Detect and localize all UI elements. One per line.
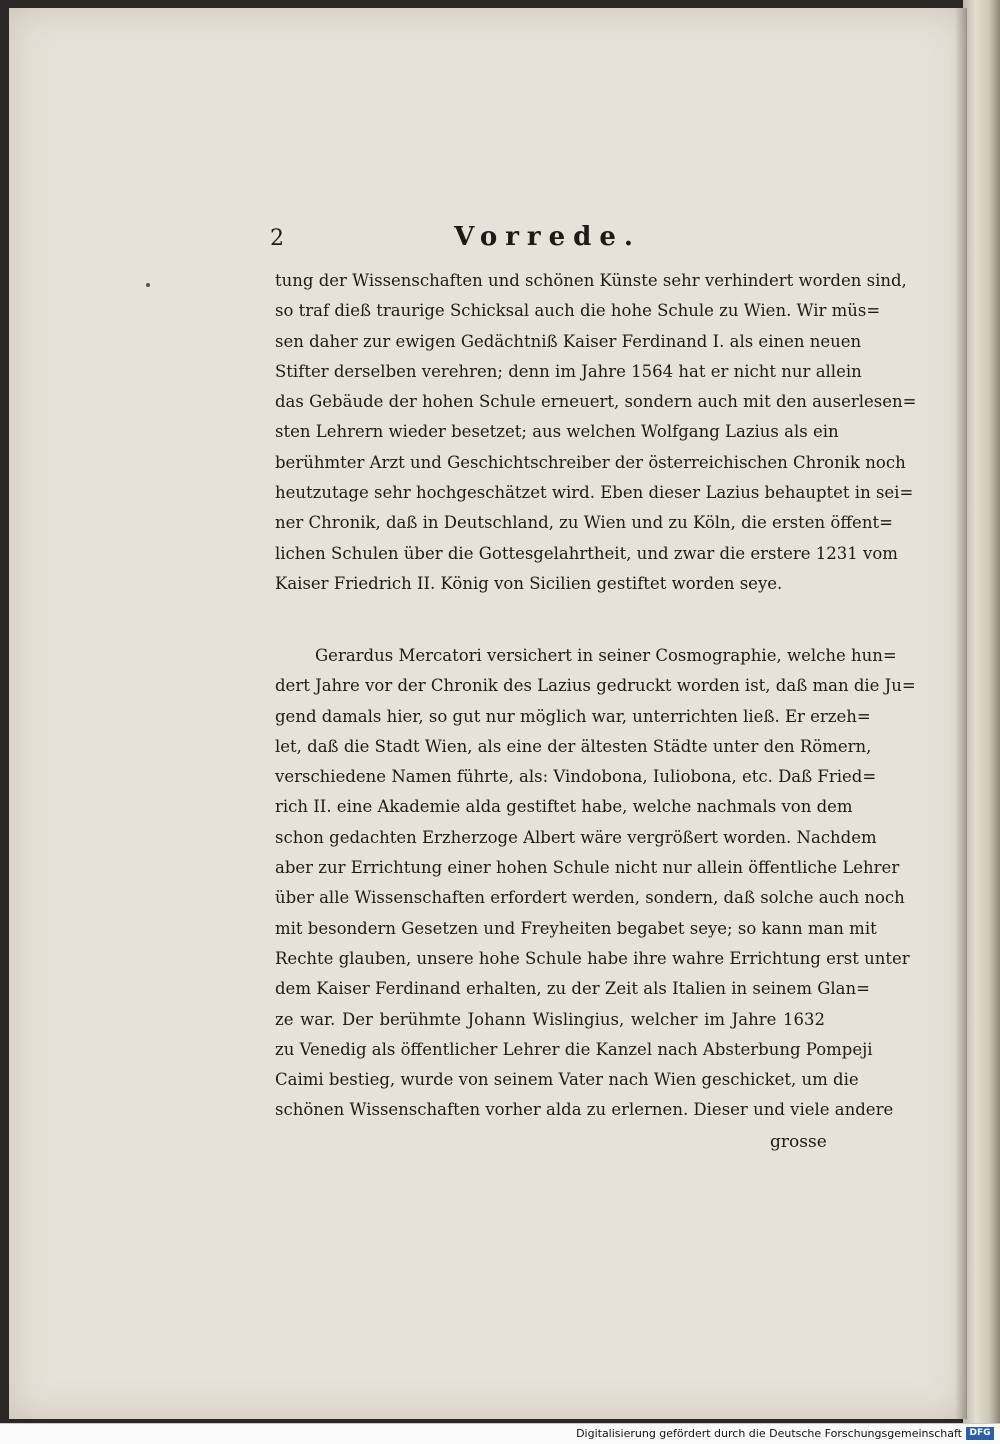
text-line: sten Lehrern wieder besetzet; aus welchen Wolfgang Lazius als ein (275, 422, 839, 442)
text-line: Gerardus Mercatori versichert in seiner Cosmographie, welche hun= (315, 646, 897, 665)
catchword: grosse (770, 1132, 827, 1152)
page-edge (963, 0, 1000, 1424)
text-line: Rechte glauben, unsere hohe Schule habe ihre wahre Errichtung erst unter (275, 948, 910, 968)
text-line: so traf dieß traurige Schicksal auch die hohe Schule zu Wien. Wir müs= (275, 301, 881, 321)
text-line: berühmter Arzt und Geschichtschreiber der österreichischen Chronik noch (275, 452, 906, 472)
text-line: verschiedene Namen führte, als: Vindobona, Iuliobona, etc. Daß Fried= (275, 767, 877, 787)
text-line: rich II. eine Akademie alda gestiftet habe, welche nachmals von dem (275, 797, 853, 817)
text-line: dem Kaiser Ferdinand erhalten, zu der Zeit als Italien in seinem Glan= (275, 979, 870, 999)
paragraph-2 (275, 641, 916, 1126)
page-number: 2 (270, 226, 284, 251)
text-line: gend damals hier, so gut nur möglich war, unterrichten ließ. Er erzeh= (275, 706, 871, 726)
text-line: das Gebäude der hohen Schule erneuert, sondern auch mit den auserlesen= (275, 392, 917, 412)
text-line: zu Venedig als öffentlicher Lehrer die Kanzel nach Absterbung Pompeji (275, 1039, 873, 1059)
text-line: Stifter derselben verehren; denn im Jahre 1564 hat er nicht nur allein (275, 361, 862, 381)
running-title: Vorrede. (454, 222, 641, 252)
text-line: heutzutage sehr hochgeschätzet wird. Eben dieser Lazius behauptet in sei= (275, 483, 914, 503)
page-header (270, 222, 825, 258)
text-line: mit besondern Gesetzen und Freyheiten begabet seye; so kann man mit (275, 918, 877, 938)
text-line: lichen Schulen über die Gottesgelahrtheit, und zwar die erstere 1231 vom (275, 543, 898, 563)
text-line: schon gedachten Erzherzoge Albert wäre vergrößert worden. Nachdem (275, 827, 877, 847)
text-line: ner Chronik, daß in Deutschland, zu Wien und zu Köln, die ersten öffent= (275, 513, 893, 533)
text-line: schönen Wissenschaften vorher alda zu erlernen. Dieser und viele andere (275, 1100, 894, 1120)
page-shadow (955, 8, 967, 1419)
text-line: über alle Wissenschaften erfordert werden, sondern, daß solche auch noch (275, 888, 905, 908)
margin-mark (146, 283, 150, 287)
paragraph-1 (275, 266, 917, 599)
text-line: Kaiser Friedrich II. König von Sicilien gestiftet worden seye. (275, 573, 783, 593)
text-line: dert Jahre vor der Chronik des Lazius gedruckt worden ist, daß man die Ju= (275, 676, 916, 696)
footer-bar (0, 1423, 1000, 1444)
text-line: let, daß die Stadt Wien, als eine der ältesten Städte unter den Römern, (275, 736, 872, 756)
funding-notice: Digitalisierung gefördert durch die Deutsche Forschungsgemeinschaft (576, 1427, 962, 1440)
text-line: tung der Wissenschaften und schönen Künste sehr verhindert worden sind, (275, 271, 907, 290)
text-line: Caimi bestieg, wurde von seinem Vater nach Wien geschicket, um die (275, 1070, 859, 1090)
text-line: aber zur Errichtung einer hohen Schule nicht nur allein öffentliche Lehrer (275, 858, 900, 878)
text-line: sen daher zur ewigen Gedächtniß Kaiser Ferdinand I. als einen neuen (275, 331, 862, 351)
text-line: ze war. Der berühmte Johann Wislingius, welcher im Jahre 1632 (275, 1009, 825, 1029)
dfg-logo: DFG (966, 1427, 994, 1440)
